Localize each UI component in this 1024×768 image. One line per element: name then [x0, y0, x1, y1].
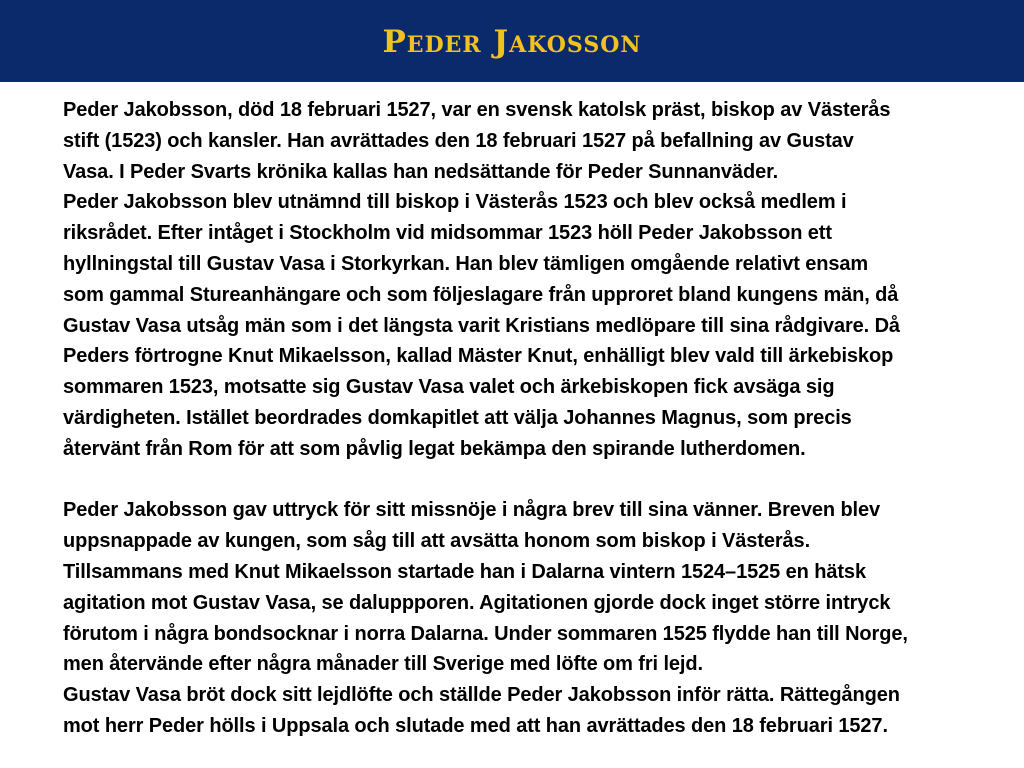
text-line: som gammal Stureanhängare och som följeslagare från upproret bland kungens män, då [63, 283, 899, 306]
text-line: Peders förtrogne Knut Mikaelsson, kallad Mäster Knut, enhälligt blev vald till ärkebiskop [63, 345, 894, 368]
text-line: Vasa. I Peder Svarts krönika kallas han nedsättande för Peder Sunnanväder. [63, 160, 779, 183]
slide-body [63, 95, 983, 742]
slide-title: Peder Jakosson [382, 24, 642, 60]
text-line: riksrådet. Efter intåget i Stockholm vid midsommar 1523 höll Peder Jakobsson ett [63, 222, 832, 245]
text-line: sommaren 1523, motsatte sig Gustav Vasa valet och ärkebiskopen fick avsäga sig [63, 376, 835, 399]
text-line: hyllningstal till Gustav Vasa i Storkyrkan. Han blev tämligen omgående relativt ensam [63, 252, 869, 275]
paragraph-4 [63, 680, 983, 742]
text-line: värdigheten. Istället beordrades domkapitlet att välja Johannes Magnus, som precis [63, 406, 852, 429]
paragraph-spacer [63, 465, 983, 496]
text-line: stift (1523) och kansler. Han avrättades den 18 februari 1527 på befallning av Gustav [63, 129, 854, 152]
paragraph-1 [63, 95, 983, 187]
text-line: Peder Jakobsson, död 18 februari 1527, var en svensk katolsk präst, biskop av Västerås [63, 99, 891, 121]
text-line: mot herr Peder hölls i Uppsala och slutade med att han avrättades den 18 februari 1527. [63, 714, 888, 737]
text-line: Tillsammans med Knut Mikaelsson startade han i Dalarna vintern 1524–1525 en hätsk [63, 560, 866, 583]
text-line: Peder Jakobsson gav uttryck för sitt missnöje i några brev till sina vänner. Breven blev [63, 499, 881, 522]
text-line: uppsnappade av kungen, som såg till att avsätta honom som biskop i Västerås. [63, 530, 811, 553]
text-line: återvänt från Rom för att som påvlig legat bekämpa den spirande lutherdomen. [63, 437, 806, 460]
text-line: Peder Jakobsson blev utnämnd till biskop i Västerås 1523 och blev också medlem i [63, 191, 847, 214]
text-line: Gustav Vasa bröt dock sitt lejdlöfte och ställde Peder Jakobsson inför rätta. Rättegången [63, 684, 900, 707]
paragraph-3 [63, 495, 983, 680]
text-line: men återvände efter några månader till Sverige med löfte om fri lejd. [63, 653, 703, 676]
paragraph-2 [63, 187, 983, 464]
text-line: agitation mot Gustav Vasa, se daluppроren. Agitationen gjorde dock inget större intryck [63, 591, 891, 614]
text-line: förutom i några bondsocknar i norra Dalarna. Under sommaren 1525 flydde han till Norge, [63, 622, 908, 645]
text-line: Gustav Vasa utsåg män som i det längsta varit Kristians medlöpare till sina rådgivare. Då [63, 314, 900, 337]
